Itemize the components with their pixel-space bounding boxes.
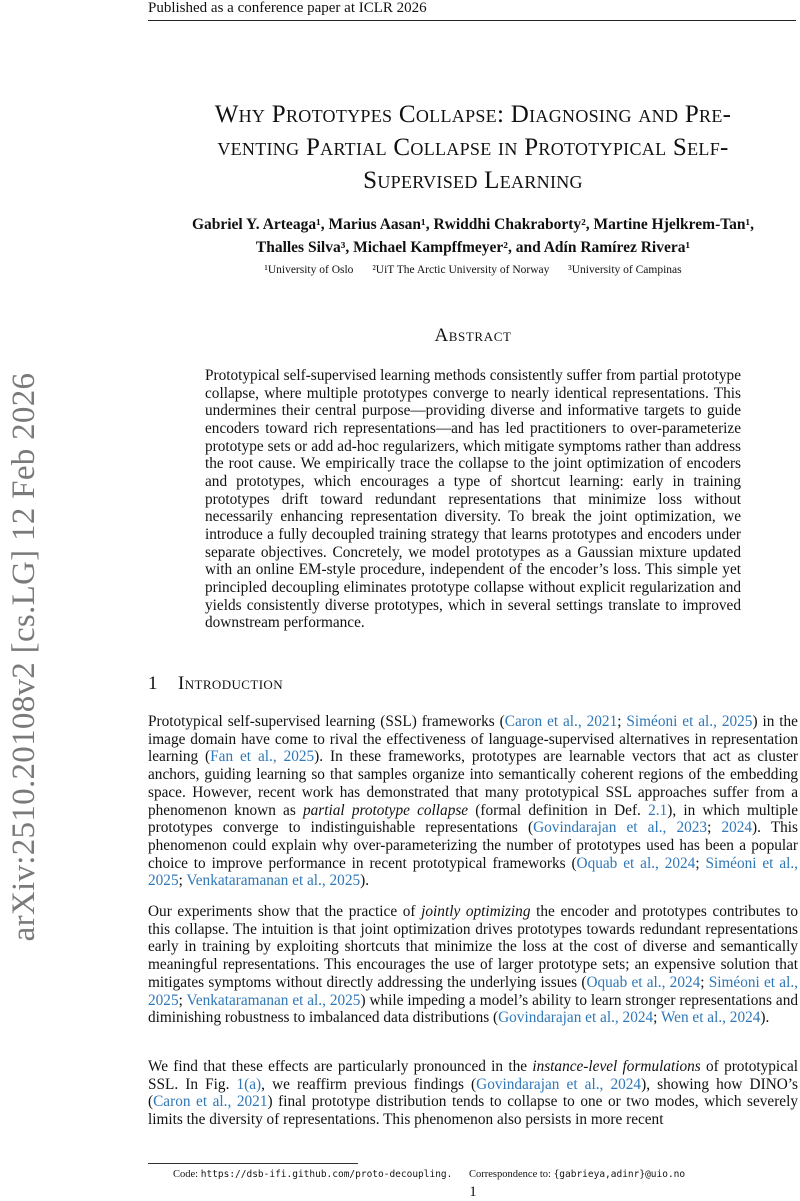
affiliation: ²UiT The Arctic University of Norway <box>372 264 550 276</box>
citation-link[interactable]: Siméoni et al., 2025 <box>148 854 799 890</box>
affiliation: ¹University of Oslo <box>264 264 354 276</box>
citation-link[interactable]: Venkataramanan et al., 2025 <box>186 872 361 890</box>
citation-link[interactable]: Fan et al., 2025 <box>210 748 315 766</box>
text-run: ; <box>617 713 627 730</box>
text-run: ). <box>360 872 370 890</box>
footnote <box>173 1168 793 1182</box>
section-title: Introduction <box>178 673 284 694</box>
text-run: Prototypical self-supervised learning (SSL) frameworks ( <box>148 713 505 730</box>
text-run: the encoder and prototypes contributes to this collapse. The intuition is that joint optimization drives prototypes towards redundant representations early in training by exploiting shortcuts that minimize the loss at the cost of diverse and semantically meaningful representations. This encourages the use of larger prototype sets; an expensive solution that mitigates symptoms without directly addressing the underlying issues ( <box>148 903 798 991</box>
definition-ref-link[interactable]: 2.1 <box>648 801 668 819</box>
figure-ref-link[interactable]: 1(a) <box>236 1075 262 1093</box>
author-list <box>148 213 798 259</box>
citation-link[interactable]: Govindarajan et al., 2024 <box>476 1075 642 1093</box>
author-line: Thalles Silva³, Michael Kampffmeyer², and Adín Ramírez Rivera¹ <box>255 239 691 256</box>
text-run: ) in the image domain have come to rival the effectiveness of language-supervised alternatives in representation learning ( <box>148 713 798 766</box>
page-number: 1 <box>469 1184 477 1200</box>
text-run: ) while impeding a model’s ability to learn stronger representations and diminishing robustness to imbalanced data distributions ( <box>148 991 798 1027</box>
text-run: (formal definition in Def. <box>468 801 649 819</box>
abstract-text: Prototypical self-supervised learning methods consistently suffer from partial prototype collapse, where multiple prototypes converge to nearly identical representations. This undermines their central purpose—providing diverse and informative targets to guide encoders toward rich representations—and has led practitioners to over-parameterize prototype sets or add ad-hoc regularizers, which mitigate symptoms rather than address the root cause. We empirically trace the collapse to the joint optimization of encoders and prototypes, which encourages a type of shortcut learning: early in training prototypes drift toward redundant representations that minimize loss without necessarily enhancing representation diversity. To break the joint optimization, we introduce a fully decoupled training strategy that learns prototypes and encoders under separate objectives. Concretely, we model prototypes as a Gaussian mixture updated with an online EM-style procedure, independent of the encoder’s loss. This simple yet principled decoupling eliminates prototype collapse without explicit regularization and yields consistently diverse prototypes, which in several settings translate to improved downstream performance. <box>205 367 741 632</box>
citation-link[interactable]: 2024 <box>721 819 753 837</box>
section-number: 1 <box>148 673 158 694</box>
header-rule <box>148 20 796 21</box>
code-url-link[interactable]: https://dsb-ifi.github.com/proto-decoupling. <box>200 1169 453 1180</box>
correspondence-email[interactable]: {gabrieya,adinr}@uio.no <box>553 1169 686 1180</box>
text-run: ; <box>700 973 709 991</box>
citation-link[interactable]: Caron et al., 2021 <box>504 713 618 730</box>
abstract-heading: Abstract <box>434 325 512 346</box>
citation-link[interactable]: Siméoni et al., 2025 <box>148 973 798 1009</box>
text-run: ) final prototype distribution tends to collapse to one or two modes, which severely limits the diversity of representations. This phenomenon also persists in more recent <box>148 1093 798 1129</box>
text-run: ; <box>695 854 706 872</box>
affiliations <box>148 262 798 278</box>
text-run: ). <box>760 1009 770 1027</box>
text-run: ), in which multiple prototypes converge to indistinguishable representations ( <box>148 801 798 837</box>
correspondence-label: Correspondence to: <box>469 1169 551 1180</box>
text-run: Our experiments show that the practice of <box>148 903 422 920</box>
code-label: Code: <box>173 1169 199 1180</box>
emphasis: instance-level formulations <box>532 1058 701 1075</box>
text-run: of prototypical SSL. In Fig. <box>148 1058 798 1093</box>
citation-link[interactable]: Oquab et al., 2024 <box>576 854 696 872</box>
citation-link[interactable]: Venkataramanan et al., 2025 <box>186 991 361 1009</box>
affiliation: ³University of Campinas <box>568 264 682 276</box>
citation-link[interactable]: Oquab et al., 2024 <box>586 973 701 991</box>
text-run: ; <box>178 872 187 890</box>
citation-link[interactable]: Siméoni et al., 2025 <box>626 713 753 730</box>
text-run: We find that these effects are particularly pronounced in the <box>148 1058 533 1075</box>
text-run: ). In these frameworks, prototypes are learnable vectors that act as cluster anchors, guiding learning so that samples organize into semantically coherent regions of the embedding space. However, recent work has demonstrated that many prototypical SSL approaches suffer from a phenomenon known as <box>148 748 798 819</box>
emphasis: jointly optimizing <box>421 903 531 920</box>
title-line: venting Partial Collapse in Prototypical Self- <box>217 134 729 161</box>
arxiv-identifier: arXiv:2510.20108v2 [cs.LG] 12 Feb 2026 <box>6 372 42 942</box>
text-run: ; <box>707 819 722 837</box>
paragraph <box>148 1058 798 1129</box>
citation-link[interactable]: Govindarajan et al., 2023 <box>533 819 708 837</box>
text-run: ; <box>178 991 187 1009</box>
running-header: Published as a conference paper at ICLR 2026 <box>148 0 427 16</box>
footnote-rule <box>148 1163 358 1164</box>
title-line: Supervised Learning <box>363 167 583 194</box>
text-run: ). This phenomenon could explain why over-parameterizing the number of prototypes used has been a popular choice to improve performance in recent prototypical frameworks ( <box>148 819 799 872</box>
text-run: , we reaffirm previous findings ( <box>261 1075 477 1093</box>
text-run: ; <box>653 1009 661 1027</box>
citation-link[interactable]: Govindarajan et al., 2024 <box>498 1009 654 1027</box>
paragraph <box>148 903 798 1027</box>
paragraph <box>148 713 798 890</box>
title-line: Why Prototypes Collapse: Diagnosing and Pre- <box>214 101 732 128</box>
text-run: ), showing how DINO’s ( <box>148 1075 798 1111</box>
citation-link[interactable]: Caron et al., 2021 <box>153 1093 268 1111</box>
paper-title <box>148 98 798 197</box>
author-line: Gabriel Y. Arteaga¹, Marius Aasan¹, Rwiddhi Chakraborty², Martine Hjelkrem-Tan¹, <box>191 216 755 233</box>
emphasis: partial prototype collapse <box>303 801 469 819</box>
citation-link[interactable]: Wen et al., 2024 <box>660 1009 761 1027</box>
section-heading <box>148 672 548 696</box>
